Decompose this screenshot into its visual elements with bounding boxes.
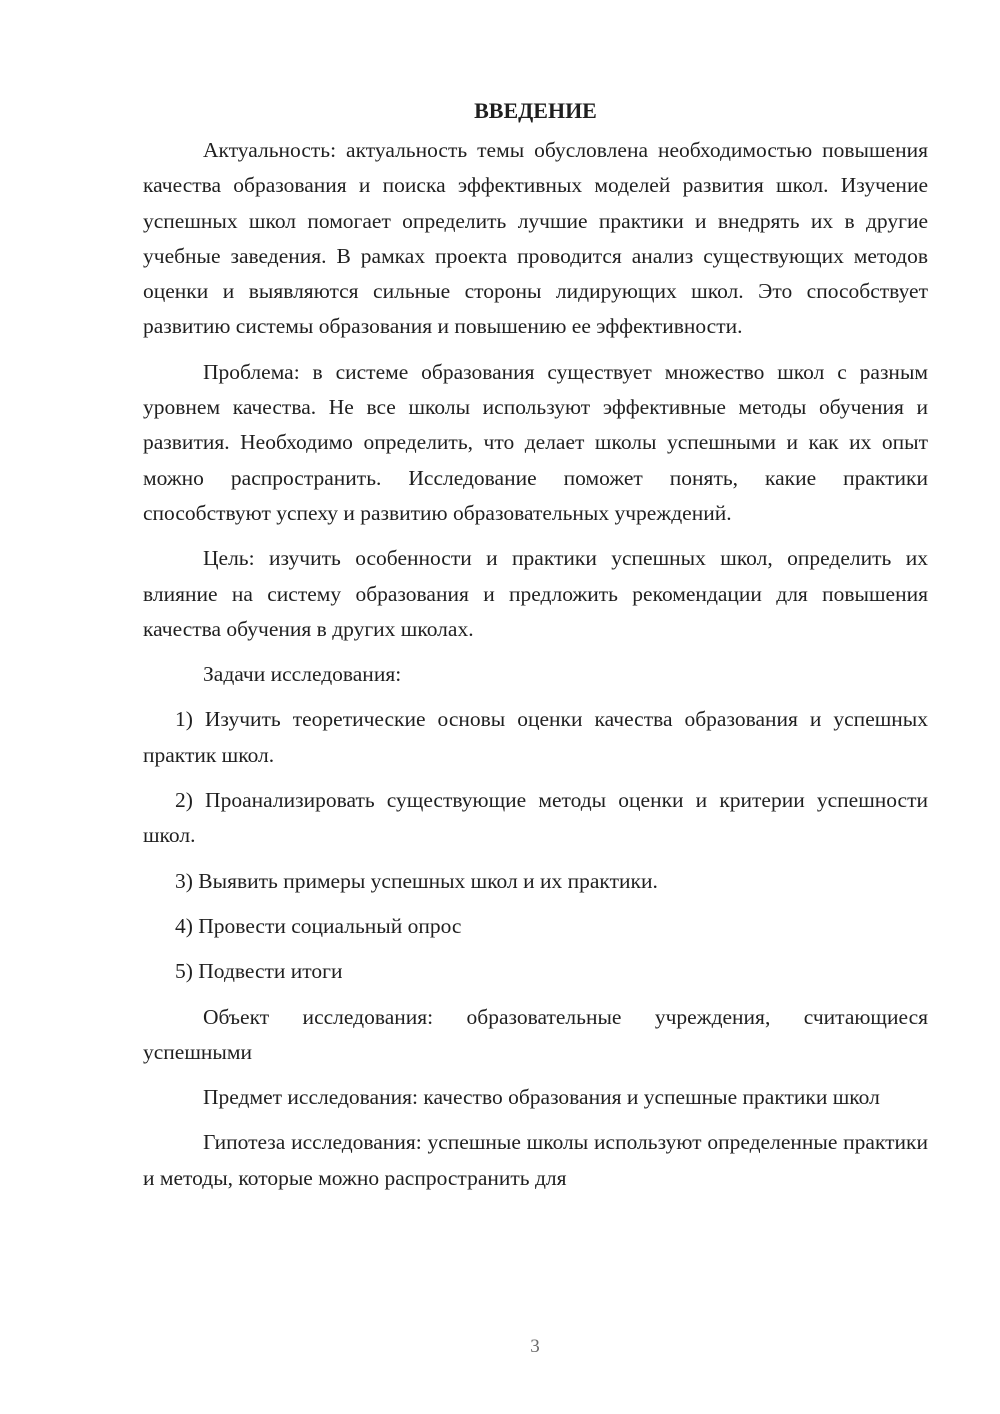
task-item: 1) Изучить теоретические основы оценки качества образования и успешных практик школ. <box>143 707 928 767</box>
task-item: 3) Выявить примеры успешных школ и их практики. <box>175 868 658 893</box>
section-title: ВВЕДЕНИЕ <box>474 98 597 123</box>
goal-paragraph: Цель: изучить особенности и практики успешных школ, определить их влияние на систему образования и предложить рекомендации для повышения качества обучения в других школах. <box>143 546 928 641</box>
tasks-heading: Задачи исследования: <box>203 662 402 687</box>
relevance-paragraph: Актуальность: актуальность темы обусловлена необходимостью повышения качества образования и поиска эффективных моделей развития школ. Изучение успешных школ помогает определить лучшие практики и внедрять их в другие учебные заведения. В рамках проекта проводится анализ существующих методов оценки и выявляются сильные стороны лидирующих школ. Это способствует развитию системы образования и повышению ее эффективности. <box>143 138 928 339</box>
page-number: 3 <box>530 1336 540 1357</box>
subject-paragraph: Предмет исследования: качество образования и успешные практики школ <box>203 1085 880 1110</box>
problem-paragraph: Проблема: в системе образования существует множество школ с разным уровнем качества. Не все школы используют эффективные методы обучения и развития. Необходимо определить, что делает школы успешными и как их опыт можно распространить. Исследование поможет понять, какие практики способствуют успеху и развитию образовательных учреждений. <box>143 359 928 525</box>
task-item: 5) Подвести итоги <box>175 959 343 984</box>
task-item: 4) Провести социальный опрос <box>175 913 462 938</box>
task-item: 2) Проанализировать существующие методы оценки и критерии успешности школ. <box>143 788 928 848</box>
object-paragraph: Объект исследования: образовательные учреждения, считающиеся успешными <box>143 1004 928 1064</box>
page-content <box>143 94 928 1196</box>
hypothesis-paragraph: Гипотеза исследования: успешные школы используют определенные практики и методы, которые можно распространить для <box>143 1130 928 1190</box>
